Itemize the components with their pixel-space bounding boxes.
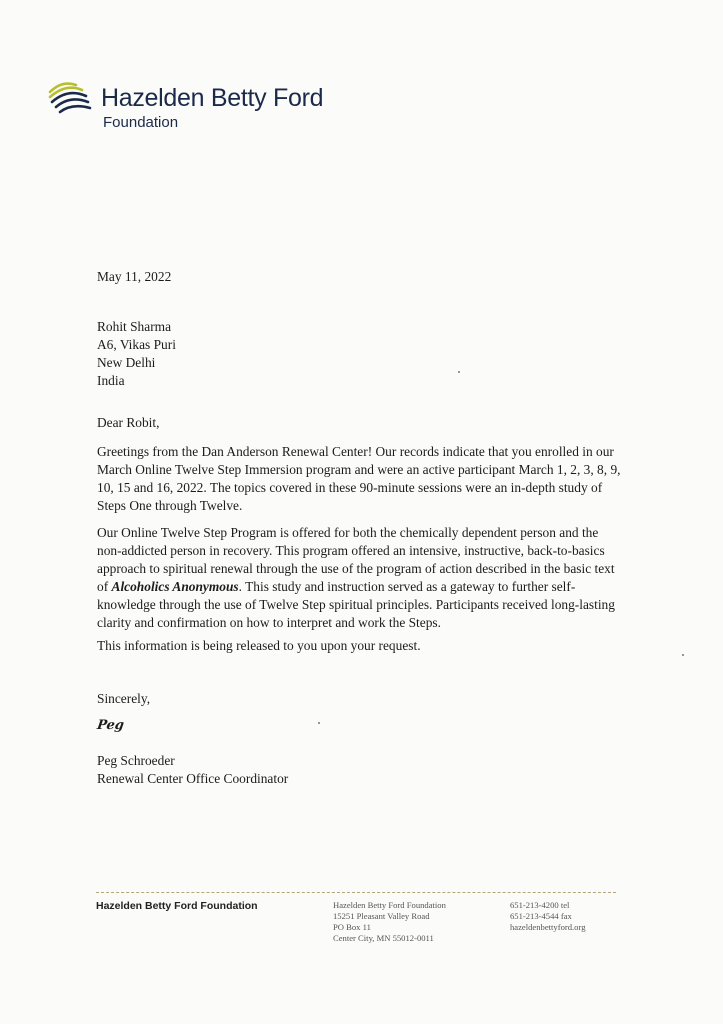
brand-subtitle: Foundation [103, 114, 179, 131]
closing: Sincerely, [97, 691, 151, 706]
handwritten-signature: Peg [96, 718, 125, 733]
footer-address-line: Center City, MN 55012-0011 [333, 933, 434, 943]
letter-date: May 11, 2022 [97, 269, 172, 284]
footer-address-line: Hazelden Betty Ford Foundation [333, 900, 446, 910]
scan-speck [458, 371, 460, 373]
body-paragraph-1: Greetings from the Dan Anderson Renewal Center! Our records indicate that you enrolled in our March Online Twelve Step Immersion program and were an active participant March 1, 2, 3, 8, 9, 10, 15 and 16, 2022. The topics covered in these 90-minute sessions were an in-depth study of Steps One through Twelve. [97, 444, 621, 513]
footer-divider [96, 892, 616, 893]
scan-speck [318, 722, 320, 724]
footer-website: hazeldenbettyford.org [510, 922, 586, 932]
recipient-city: New Delhi [97, 355, 156, 370]
footer-contact [510, 900, 586, 933]
recipient-street: A6, Vikas Puri [97, 337, 176, 352]
recipient-address [97, 318, 176, 390]
body-paragraph-2-intro: Our Online Twelve Step Program is offered for both the chemically dependent person and the non-addicted person in recovery. This program offered an intensive, instructive, back-to-basics approach to spiritual renewal through the use of the program of action described in the basic text of [97, 525, 615, 594]
footer-phone: 651-213-4200 tel [510, 900, 570, 910]
footer-org-name: Hazelden Betty Ford Foundation [96, 900, 258, 912]
book-title: Alcoholics Anonymous [111, 579, 239, 594]
body-paragraph-2-rest: . This study and instruction served as a gateway to further self-knowledge through the use of Twelve Step spiritual principles. Participants received long-lasting clarity and confirmation on how to interpret and work the Steps. [97, 579, 615, 630]
signer-name: Peg Schroeder [97, 753, 175, 768]
signer-block [97, 752, 288, 788]
signer-title: Renewal Center Office Coordinator [97, 771, 289, 786]
footer-address-line: PO Box 11 [333, 922, 371, 932]
scan-speck [682, 654, 684, 656]
brand-name: Hazelden Betty Ford [101, 84, 324, 112]
salutation: Dear Robit, [97, 415, 160, 430]
footer-address-line: 15251 Pleasant Valley Road [333, 911, 430, 921]
body-paragraph-3: This information is being released to you upon your request. [97, 638, 421, 653]
footer-address [333, 900, 446, 944]
foundation-logo-icon [46, 82, 96, 118]
footer-fax: 651-213-4544 fax [510, 911, 572, 921]
recipient-country: India [97, 373, 125, 388]
body-paragraph-2 [97, 524, 623, 632]
recipient-name: Rohit Sharma [97, 319, 172, 334]
